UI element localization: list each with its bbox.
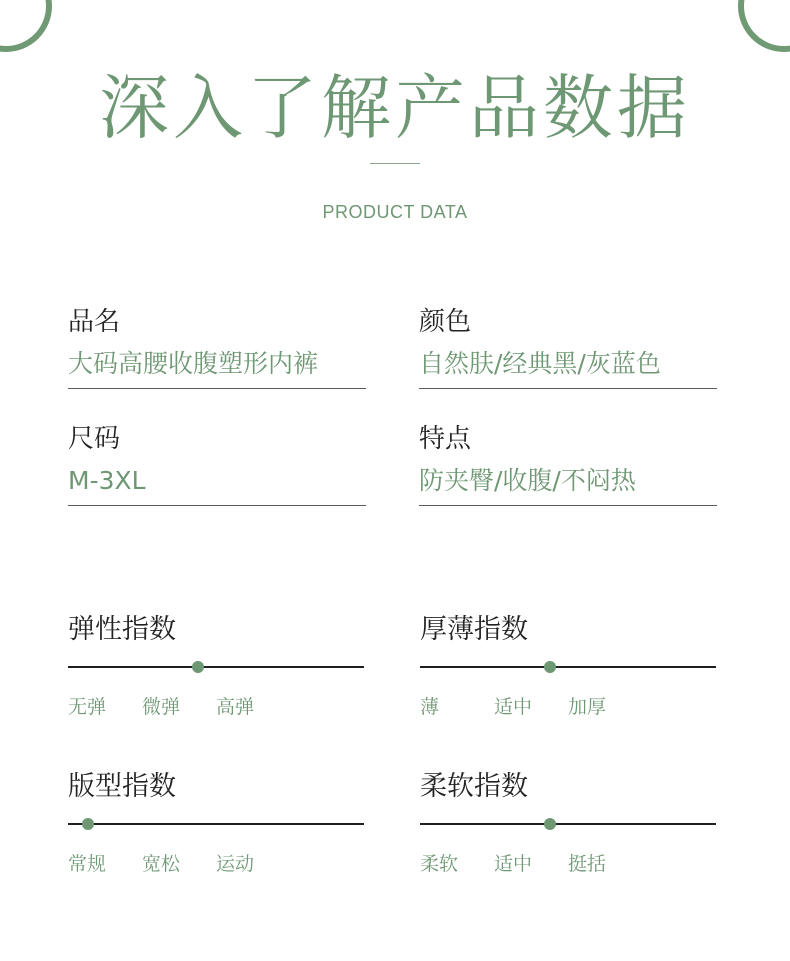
index-label: 弹性指数 bbox=[68, 614, 176, 645]
spec-value: 自然肤/经典黑/灰蓝色 bbox=[419, 349, 661, 378]
index-thickness bbox=[420, 614, 716, 716]
index-fit bbox=[68, 771, 364, 873]
tick-label: 运动 bbox=[216, 853, 255, 875]
index-track bbox=[420, 823, 716, 825]
index-marker bbox=[192, 661, 204, 673]
spec-label: 颜色 bbox=[419, 307, 472, 337]
spec-feature bbox=[419, 423, 717, 506]
spec-value: M-3XL bbox=[68, 466, 146, 495]
spec-label: 品名 bbox=[68, 307, 121, 337]
index-marker bbox=[544, 661, 556, 673]
index-ticks bbox=[68, 692, 364, 716]
spec-product-name bbox=[68, 306, 366, 389]
corner-decoration-left bbox=[0, 0, 52, 52]
index-track bbox=[68, 666, 364, 668]
spec-value: 大码高腰收腹塑形内裤 bbox=[68, 349, 319, 378]
page-title: 深入了解产品数据 bbox=[99, 67, 691, 149]
spec-size bbox=[68, 423, 366, 506]
title-divider bbox=[370, 163, 420, 164]
tick-label: 微弹 bbox=[142, 696, 181, 718]
spec-underline bbox=[419, 388, 717, 389]
index-ticks bbox=[420, 692, 716, 716]
tick-label: 加厚 bbox=[568, 696, 607, 718]
index-track bbox=[420, 666, 716, 668]
spec-underline bbox=[68, 388, 366, 389]
index-elasticity bbox=[68, 614, 364, 716]
index-label: 版型指数 bbox=[68, 771, 176, 802]
index-track bbox=[68, 823, 364, 825]
spec-underline bbox=[419, 505, 717, 506]
spec-color bbox=[419, 306, 717, 389]
tick-label: 无弹 bbox=[68, 696, 107, 718]
tick-label: 适中 bbox=[494, 696, 533, 718]
tick-label: 高弹 bbox=[216, 696, 255, 718]
tick-label: 柔软 bbox=[420, 853, 459, 875]
tick-label: 薄 bbox=[420, 696, 440, 718]
tick-label: 常规 bbox=[68, 853, 107, 875]
index-marker bbox=[82, 818, 94, 830]
tick-label: 适中 bbox=[494, 853, 533, 875]
spec-underline bbox=[68, 505, 366, 506]
corner-decoration-right bbox=[738, 0, 790, 52]
index-ticks bbox=[68, 849, 364, 873]
index-label: 柔软指数 bbox=[420, 771, 528, 802]
spec-value: 防夹臀/收腹/不闷热 bbox=[419, 466, 636, 495]
tick-label: 挺括 bbox=[568, 853, 607, 875]
index-marker bbox=[544, 818, 556, 830]
index-ticks bbox=[420, 849, 716, 873]
index-softness bbox=[420, 771, 716, 873]
index-label: 厚薄指数 bbox=[420, 614, 528, 645]
spec-label: 尺码 bbox=[68, 424, 121, 454]
tick-label: 宽松 bbox=[142, 853, 181, 875]
page-subtitle: PRODUCT DATA bbox=[322, 202, 468, 222]
spec-label: 特点 bbox=[419, 424, 472, 454]
